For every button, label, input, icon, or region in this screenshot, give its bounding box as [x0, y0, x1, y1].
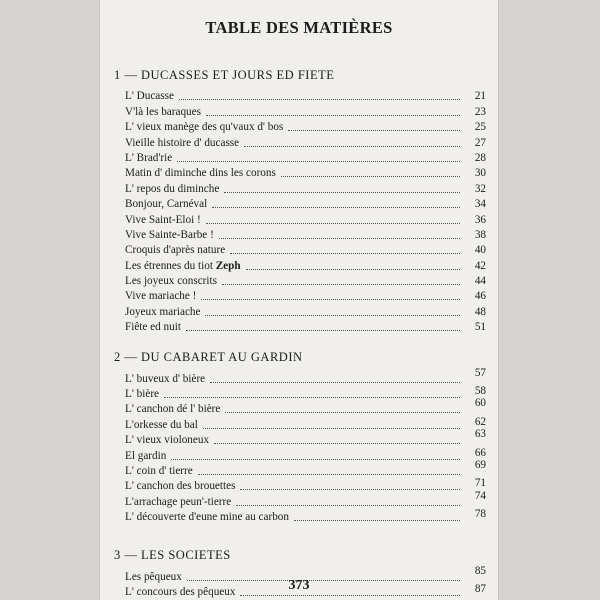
entry-title: Fiête ed nuit [125, 321, 181, 334]
toc-entry [125, 165, 486, 180]
toc-entry [125, 211, 486, 226]
entry-title: L' Brad'rie [125, 151, 173, 164]
entry-page: 69 [474, 458, 486, 471]
book-page [100, 0, 498, 600]
toc-entry [125, 303, 486, 318]
entry-page: 42 [474, 259, 486, 272]
dot-leader [240, 594, 460, 596]
entry-title: L' concours des pêqueux [125, 585, 236, 598]
entry-title: L'arrachage peun'-tierre [125, 495, 232, 508]
entry-title: L' canchon dé l' bière [125, 403, 221, 416]
entry-page: 32 [474, 182, 486, 195]
dot-leader [244, 145, 460, 147]
entry-page: 30 [474, 167, 486, 180]
dot-leader [219, 237, 460, 239]
entry-page: 38 [474, 228, 486, 241]
entry-page: 48 [474, 305, 486, 318]
toc-entry [125, 180, 486, 195]
entry-page: 40 [474, 244, 486, 257]
entry-page: 71 [474, 477, 486, 490]
entry-page: 87 [474, 582, 486, 595]
entry-page: 28 [474, 151, 486, 164]
dot-leader [201, 298, 460, 300]
toc-entry [125, 319, 486, 334]
dot-leader [230, 252, 460, 254]
entry-title: Croquis d'après nature [125, 244, 226, 257]
dot-leader [288, 129, 460, 131]
toc-entry [125, 447, 486, 462]
dot-leader [210, 381, 460, 383]
entry-title: L'orkesse du bal [125, 418, 198, 431]
entry-title: Vive Saint-Eloi ! [125, 213, 201, 226]
toc-entry [125, 119, 486, 134]
dot-leader [281, 175, 460, 177]
section-1-entries [125, 88, 486, 334]
entry-page: 60 [474, 397, 486, 410]
dot-leader [164, 396, 460, 398]
dot-leader [206, 222, 460, 224]
entry-title: L' Ducasse [125, 90, 174, 103]
entry-title: L' buveux d' bière [125, 372, 206, 385]
entry-page: 74 [474, 489, 486, 502]
dot-leader [171, 458, 460, 460]
entry-page: 57 [474, 366, 486, 379]
entry-title [125, 260, 241, 273]
toc-entry [125, 397, 486, 416]
dot-leader [203, 427, 460, 429]
toc-entry [125, 88, 486, 103]
page-title: TABLE DES MATIÈRES [205, 18, 393, 37]
entry-title: L' découverte d'eune mine au carbon [125, 511, 289, 524]
dot-leader [225, 411, 460, 413]
dot-leader [177, 160, 460, 162]
entry-page: 58 [474, 385, 486, 398]
toc-entry [125, 489, 486, 508]
toc-entry [125, 150, 486, 165]
entry-title: Joyeux mariache [125, 305, 201, 318]
dot-leader [198, 473, 460, 475]
entry-page: 36 [474, 213, 486, 226]
dot-leader [212, 206, 460, 208]
entry-title: El gardin [125, 449, 167, 462]
entry-title: Les joyeux conscrits [125, 275, 217, 288]
entry-title-bold: Zeph [215, 259, 241, 272]
entry-page: 78 [474, 508, 486, 521]
toc-entry [125, 366, 486, 385]
dot-leader [186, 329, 460, 331]
section-heading-3: 3 — LES SOCIETES [114, 548, 231, 563]
entry-page: 21 [474, 90, 486, 103]
toc-entry [125, 458, 486, 478]
entry-page: 46 [474, 290, 486, 303]
entry-title: V'là les baraques [125, 105, 201, 118]
entry-title: Vive Sainte-Barbe ! [125, 228, 214, 241]
dot-leader [236, 504, 460, 506]
entry-title: Les pêqueux [125, 570, 182, 583]
toc-entry [125, 273, 486, 288]
entry-page: 62 [474, 415, 486, 428]
entry-title: L' coin d' tierre [125, 464, 193, 477]
dot-leader [214, 442, 460, 444]
dot-leader [224, 191, 460, 193]
toc-entry [125, 134, 486, 149]
table-of-contents [114, 66, 486, 599]
entry-title: L' canchon des brouettes [125, 480, 236, 493]
dot-leader [222, 283, 460, 285]
entry-title: L' repos du diminche [125, 182, 220, 195]
toc-entry [125, 227, 486, 242]
entry-page: 25 [474, 121, 486, 134]
dot-leader [246, 268, 460, 270]
entry-title: Bonjour, Carnéval [125, 198, 208, 211]
toc-entry [125, 242, 486, 257]
dot-leader [179, 98, 460, 100]
entry-page: 51 [474, 321, 486, 334]
toc-entry [125, 509, 486, 524]
entry-title: L' bière [125, 388, 160, 401]
toc-entry [125, 257, 486, 272]
entry-title-text: Les étrennes du tiot [125, 259, 213, 272]
entry-page: 44 [474, 275, 486, 288]
entry-title: Vieille histoire d' ducasse [125, 136, 240, 149]
entry-title: L' vieux manège des qu'vaux d' bos [125, 121, 284, 134]
section-heading-1: 1 — DUCASSES ET JOURS ED FIETE [114, 68, 335, 82]
entry-title: L' vieux violoneux [125, 434, 210, 447]
entry-page: 23 [474, 105, 486, 118]
dot-leader [240, 488, 460, 490]
entry-page: 27 [474, 136, 486, 149]
toc-entry [125, 478, 486, 493]
toc-entry [125, 103, 486, 118]
entry-title: Vive mariache ! [125, 290, 197, 303]
page-number: 373 [288, 578, 310, 593]
toc-entry [125, 428, 486, 447]
entry-page: 34 [474, 198, 486, 211]
toc-entry [125, 416, 486, 431]
section-heading-2: 2 — DU CABARET AU GARDIN [114, 350, 303, 365]
toc-entry [125, 288, 486, 303]
section-2-entries [125, 366, 486, 524]
dot-leader [206, 114, 460, 116]
dot-leader [205, 314, 460, 316]
dot-leader [294, 519, 460, 521]
entry-page: 63 [474, 428, 486, 441]
toc-entry [125, 196, 486, 211]
entry-page: 85 [474, 564, 486, 577]
entry-page: 66 [474, 446, 486, 459]
entry-title: Matin d' diminche dins les corons [125, 167, 276, 180]
toc-entry [125, 386, 486, 401]
